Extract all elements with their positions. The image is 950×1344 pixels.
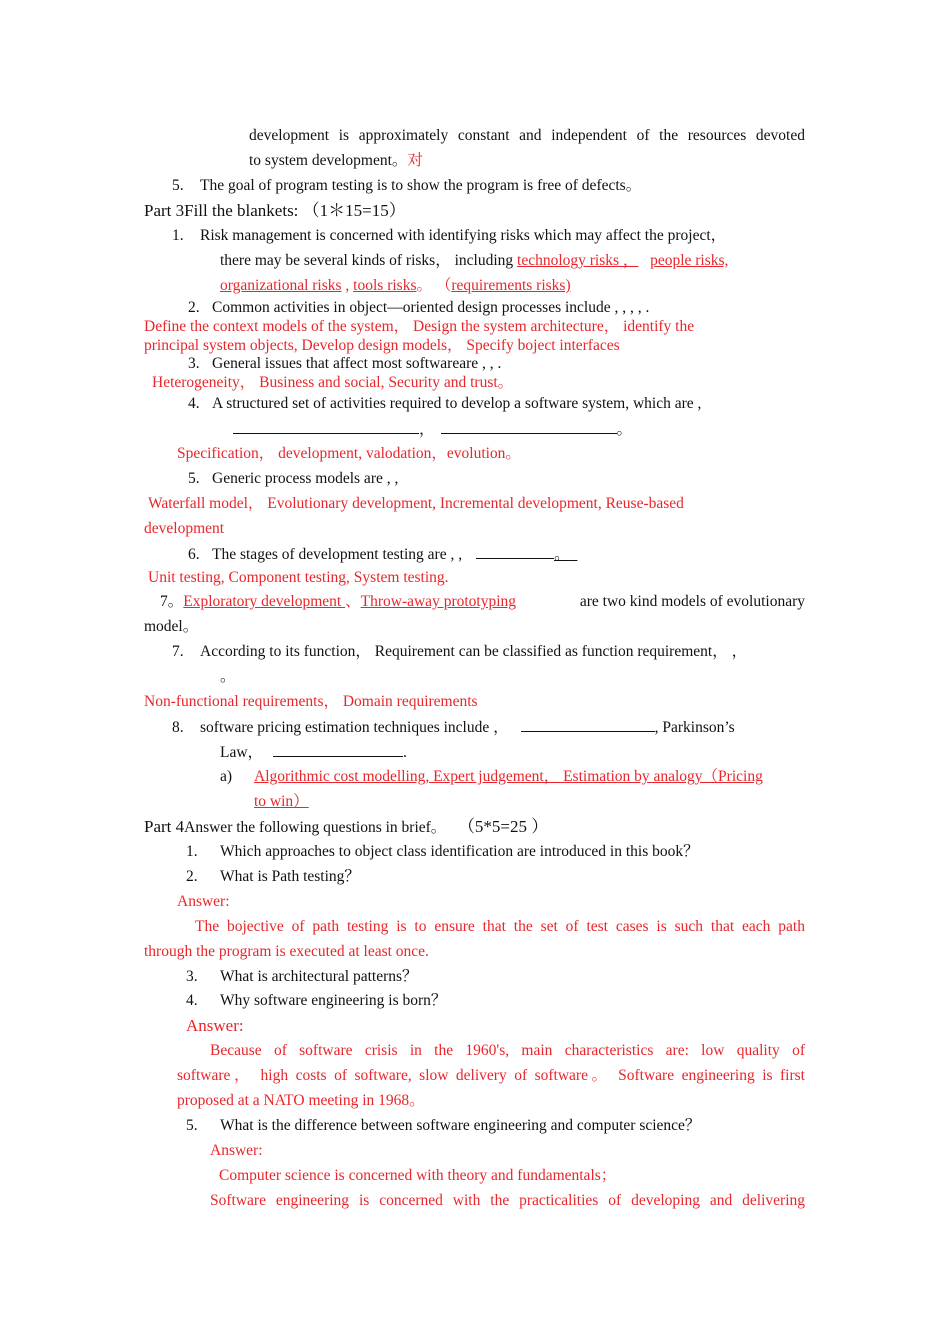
p3-q1-number: 1. bbox=[172, 227, 184, 244]
p3-q7a-sep: 、 bbox=[345, 593, 361, 610]
p4-q2-answer-line1: The bojective of path testing is to ensure that the set of test cases is such that each path bbox=[195, 918, 805, 935]
p3-q2-text: Common activities in object—oriented design processes include , , , , . bbox=[212, 299, 650, 316]
p2-cont-answer: 对 bbox=[407, 152, 423, 169]
p3-q4-blank1 bbox=[233, 419, 419, 434]
p4-q5-text: What is the difference between software engineering and computer science？ bbox=[220, 1117, 701, 1134]
p3-q8-blank1 bbox=[521, 717, 655, 732]
p2-q5 bbox=[172, 176, 641, 196]
p4-q2-answer-label: Answer: bbox=[177, 893, 230, 910]
p3-q2-answer-line1: Define the context models of the system， Design the system architecture， identify the bbox=[144, 318, 695, 335]
p3-q1-answer-requirements: requirements risks) bbox=[451, 277, 571, 294]
p2-q5-number: 5. bbox=[172, 177, 184, 194]
p3-q3 bbox=[188, 354, 501, 374]
p3-q3-text: General issues that affect most softwareare , , . bbox=[212, 355, 502, 372]
p3-q1-line2 bbox=[220, 251, 728, 271]
p3-q8-dot: . bbox=[403, 744, 407, 761]
part4-score: （5*5=25 ） bbox=[457, 817, 549, 836]
part3-score: （1＊15=15） bbox=[302, 201, 406, 220]
p3-q8-number: 8. bbox=[172, 719, 184, 736]
p3-q7b-text: According to its function， Requirement can be classified as function requirement， ， bbox=[200, 643, 748, 660]
p3-q4-number: 4. bbox=[188, 395, 200, 412]
part4-title-rest: Answer the following questions in brief。 bbox=[184, 819, 447, 836]
p3-q8-text: software pricing estimation techniques include ， bbox=[200, 719, 509, 736]
p3-q1-answer-tools: tools risks bbox=[353, 277, 417, 294]
p4-q5-answer-line1: Computer science is concerned with theory and fundamentals； bbox=[219, 1167, 617, 1184]
p3-q1-answer-organizational: organizational risks bbox=[220, 277, 342, 294]
p3-q7b-end: 。 bbox=[220, 668, 236, 685]
p3-q1-comma: ， bbox=[619, 252, 639, 269]
p4-q1 bbox=[186, 842, 699, 862]
p3-q7a-answer1: Exploratory development bbox=[183, 593, 346, 610]
p3-q8a-answer-line2: to win） bbox=[254, 793, 309, 810]
p3-q6-blank bbox=[476, 544, 554, 559]
p3-q6-text: The stages of development testing are , , bbox=[212, 546, 463, 563]
p3-q7b-number: 7. bbox=[172, 643, 184, 660]
p3-q2-answer-line2: principal system objects, Develop design models， Specify boject interfaces bbox=[144, 337, 620, 354]
p2-cont-text: to system development。 bbox=[249, 152, 408, 169]
p4-q2 bbox=[186, 867, 360, 887]
part4-title: Part 4 bbox=[144, 817, 185, 836]
p3-q4-comma: ， bbox=[419, 421, 435, 438]
p4-q5-answer-label: Answer: bbox=[210, 1142, 263, 1159]
p2-cont-line2 bbox=[249, 151, 423, 171]
p3-q4-blank2 bbox=[441, 419, 617, 434]
p4-q2-text: What is Path testing？ bbox=[220, 868, 360, 885]
p3-q8-line2 bbox=[220, 742, 407, 763]
p3-q4-answer: Specification， development, valodation，evolution。 bbox=[177, 445, 521, 462]
p3-q7a-line2: model。 bbox=[144, 618, 199, 635]
p3-q8-blank2 bbox=[273, 742, 403, 757]
p3-q4 bbox=[188, 394, 701, 414]
p3-q1-line2-text: there may be several kinds of risks， including bbox=[220, 252, 518, 269]
p4-q4-text: Why software engineering is born？ bbox=[220, 992, 447, 1009]
p3-q1-answer-technology: technology risks bbox=[517, 252, 620, 269]
p4-q5-answer-line2: Software engineering is concerned with the practicalities of developing and delivering bbox=[210, 1192, 805, 1209]
p3-q5-answer-line2: development bbox=[144, 520, 225, 537]
p3-q8a-answer-line1: Algorithmic cost modelling, Expert judgement， Estimation by analogy（Pricing bbox=[254, 768, 763, 785]
p4-q5 bbox=[186, 1116, 700, 1136]
p3-q7a-answer2: Throw-away prototyping bbox=[360, 593, 517, 610]
p2-cont-line1: development is approximately constant and independent of the resources devoted bbox=[249, 127, 805, 144]
p3-q5-text: Generic process models are , , bbox=[212, 470, 399, 487]
p3-q6-end: 。 bbox=[554, 546, 570, 563]
p4-q3 bbox=[186, 967, 418, 987]
p3-q6 bbox=[188, 544, 577, 565]
p3-q7b bbox=[172, 642, 747, 662]
p3-q8-parkinson: , Parkinson’s bbox=[654, 719, 735, 736]
p3-q1-answer-people: people risks, bbox=[650, 252, 729, 269]
p3-q1-sep: , bbox=[341, 277, 354, 294]
p3-q1-text: Risk management is concerned with identifying risks which may affect the project， bbox=[200, 227, 727, 244]
p3-q1-end: 。 （ bbox=[416, 277, 452, 294]
p4-q4-answer-line3: proposed at a NATO meeting in 1968。 bbox=[177, 1092, 425, 1109]
p3-q8-line1 bbox=[172, 717, 735, 738]
p3-q7a-text: are two kind models of evolutionary bbox=[579, 593, 805, 610]
p4-q5-number: 5. bbox=[186, 1117, 198, 1134]
p3-q7b-answer: Non-functional requirements， Domain requirements bbox=[144, 693, 478, 710]
p3-q4-text: A structured set of activities required to develop a software system, which are , bbox=[212, 395, 702, 412]
p4-q4-answer-line1: Because of software crisis in the 1960's, main characteristics are: low quality of bbox=[210, 1042, 805, 1059]
p3-q8a-label: a) bbox=[220, 768, 233, 785]
p3-q4-end: 。 bbox=[616, 421, 633, 438]
p3-q5 bbox=[188, 469, 398, 489]
p4-q3-number: 3. bbox=[186, 968, 198, 985]
p4-q4-number: 4. bbox=[186, 992, 198, 1009]
p4-q4-answer-label: Answer: bbox=[186, 1016, 244, 1035]
p3-q3-answer: Heterogeneity， Business and social, Security and trust。 bbox=[152, 374, 514, 391]
p4-q1-number: 1. bbox=[186, 843, 198, 860]
p3-q2-number: 2. bbox=[188, 299, 200, 316]
p4-q1-text: Which approaches to object class identification are introduced in this book？ bbox=[220, 843, 699, 860]
p4-q4 bbox=[186, 991, 446, 1011]
p3-q1-line1 bbox=[172, 226, 726, 246]
p4-q3-text: What is architectural patterns？ bbox=[220, 968, 418, 985]
p3-q6-answer: Unit testing, Component testing, System testing. bbox=[148, 569, 449, 586]
p3-q4-blanks bbox=[233, 419, 632, 440]
p4-q4-answer-line2: software， high costs of software, slow delivery of software。 Software engineering is first bbox=[177, 1067, 805, 1084]
p3-q7a-number: 7。 bbox=[160, 593, 184, 610]
part3-heading bbox=[144, 201, 406, 221]
p3-q2 bbox=[188, 298, 649, 318]
p3-q1-line3 bbox=[220, 276, 571, 296]
p3-q7a-line1 bbox=[160, 592, 805, 612]
p4-q2-number: 2. bbox=[186, 868, 198, 885]
p3-q5-number: 5. bbox=[188, 470, 200, 487]
part3-title: Part 3Fill the blankets: bbox=[144, 201, 299, 220]
p3-q8-law: Law， bbox=[220, 744, 264, 761]
p4-q2-answer-line2: through the program is executed at least once. bbox=[144, 943, 429, 960]
p3-q3-number: 3. bbox=[188, 355, 200, 372]
p2-q5-text: The goal of program testing is to show the program is free of defects。 bbox=[200, 177, 642, 194]
p3-q5-answer-line1: Waterfall model， Evolutionary development, Incremental development, Reuse-based bbox=[148, 495, 684, 512]
p3-q6-number: 6. bbox=[188, 546, 200, 563]
part4-heading bbox=[144, 817, 548, 838]
